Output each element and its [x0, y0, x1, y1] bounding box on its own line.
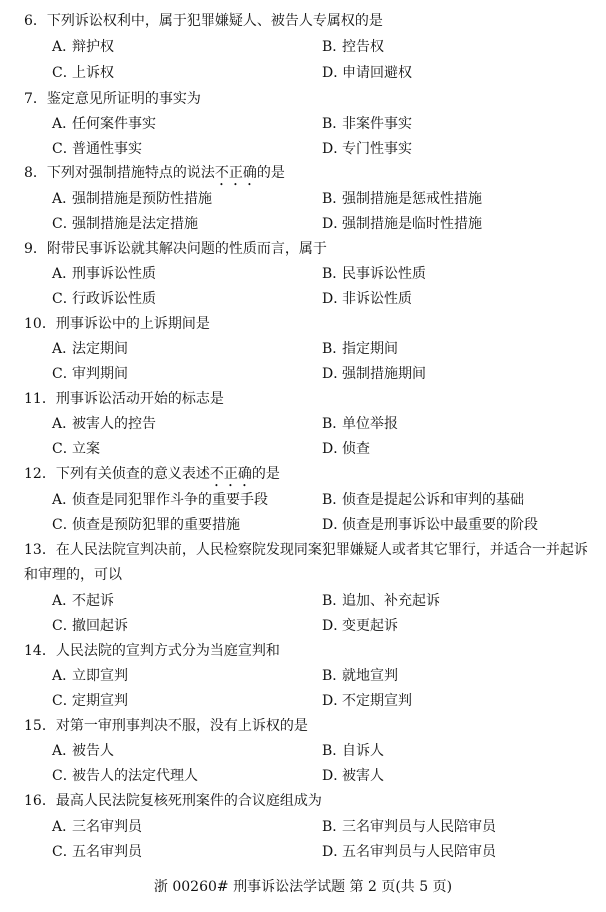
option-a [52, 816, 142, 838]
option-b [322, 263, 426, 285]
option-a [52, 36, 114, 58]
option-key: B． [322, 116, 347, 132]
question-text: 在人民法院宣判决前，人民检察院发现同案犯罪嫌疑人或者其它罪行，并适合一并起诉和审理的，可以 [24, 542, 588, 583]
option-key: C． [52, 441, 77, 457]
question-stem [24, 238, 327, 260]
option-key: D． [322, 768, 348, 784]
question-text: 刑事诉讼活动开始的标志是 [55, 391, 224, 407]
question-number: 7． [24, 91, 47, 107]
emphasis-text: 不正确 [209, 466, 252, 482]
option-key: B． [322, 743, 347, 759]
option-text: 非案件事实 [342, 116, 412, 132]
question-stem [24, 162, 285, 189]
option-text: 侦查 [342, 441, 370, 457]
option-text: 民事诉讼性质 [342, 266, 426, 282]
emphasis-text: 不正确 [214, 165, 257, 181]
option-text: 不定期宣判 [342, 693, 412, 709]
option-key: A． [52, 668, 77, 684]
option-text: 侦查是同犯罪作斗争的重要手段 [72, 492, 268, 508]
option-text: 行政诉讼性质 [72, 291, 156, 307]
question-stem [24, 790, 322, 812]
option-c [52, 841, 142, 863]
option-text: 法定期间 [72, 341, 128, 357]
option-text: 自诉人 [342, 743, 384, 759]
option-key: D． [322, 366, 348, 382]
option-text: 侦查是刑事诉讼中最重要的阶段 [342, 517, 538, 533]
option-text: 被害人 [342, 768, 384, 784]
option-key: B． [322, 593, 347, 609]
option-key: B． [322, 668, 347, 684]
option-key: B． [322, 266, 347, 282]
option-key: B． [322, 819, 347, 835]
option-text: 侦查是预防犯罪的重要措施 [72, 517, 240, 533]
question-text: 对第一审刑事判决不服，没有上诉权的是 [55, 718, 308, 734]
question-number: 13． [24, 542, 56, 558]
option-a [52, 740, 114, 762]
option-text: 五名审判员 [72, 844, 142, 860]
option-key: D． [322, 618, 348, 634]
option-d [322, 841, 496, 863]
option-d [322, 765, 384, 787]
option-text: 刑事诉讼性质 [72, 266, 156, 282]
option-b [322, 489, 524, 511]
option-b [322, 665, 398, 687]
option-a [52, 113, 156, 135]
option-key: D． [322, 291, 348, 307]
option-c [52, 615, 128, 637]
option-c [52, 363, 128, 385]
option-text: 任何案件事实 [72, 116, 156, 132]
question-text-end: 的是 [256, 165, 285, 181]
option-key: A． [52, 341, 77, 357]
option-text: 单位举报 [342, 416, 398, 432]
question-stem [24, 10, 383, 32]
option-key: C． [52, 693, 77, 709]
option-key: C． [52, 366, 77, 382]
option-key: C． [52, 141, 77, 157]
option-key: D． [322, 216, 348, 232]
option-key: A． [52, 39, 77, 55]
option-a [52, 590, 114, 612]
question-number: 10． [24, 316, 56, 332]
option-a [52, 188, 212, 210]
option-key: A． [52, 743, 77, 759]
question-text: 附带民事诉讼就其解决问题的性质而言，属于 [46, 241, 327, 257]
option-text: 强制措施是预防性措施 [72, 191, 212, 207]
option-key: C． [52, 517, 77, 533]
option-key: C． [52, 291, 77, 307]
option-d [322, 62, 412, 84]
option-text: 控告权 [342, 39, 384, 55]
option-text: 审判期间 [72, 366, 128, 382]
option-text: 三名审判员与人民陪审员 [342, 819, 496, 835]
option-key: C． [52, 844, 77, 860]
question-number: 6． [24, 13, 47, 29]
option-key: A． [52, 593, 77, 609]
question-number: 15． [24, 718, 56, 734]
option-b [322, 590, 440, 612]
option-text: 侦查是提起公诉和审判的基础 [342, 492, 524, 508]
option-c [52, 288, 156, 310]
option-key: D． [322, 517, 348, 533]
option-key: A． [52, 492, 77, 508]
question-number: 8． [24, 165, 47, 181]
option-text: 非诉讼性质 [342, 291, 412, 307]
option-text: 三名审判员 [72, 819, 142, 835]
option-text: 变更起诉 [342, 618, 398, 634]
option-b [322, 113, 412, 135]
option-key: C． [52, 618, 77, 634]
option-text: 强制措施是惩戒性措施 [342, 191, 482, 207]
option-key: C． [52, 216, 77, 232]
option-text: 立案 [72, 441, 100, 457]
option-text: 被告人 [72, 743, 114, 759]
question-stem [24, 463, 280, 490]
option-text: 上诉权 [72, 65, 114, 81]
option-text: 专门性事实 [342, 141, 412, 157]
option-c [52, 438, 100, 460]
question-stem [24, 538, 590, 588]
option-key: D． [322, 844, 348, 860]
option-text: 指定期间 [342, 341, 398, 357]
question-stem [24, 88, 201, 110]
question-stem [24, 715, 308, 737]
option-text: 就地宣判 [342, 668, 398, 684]
option-c [52, 765, 198, 787]
option-d [322, 514, 538, 536]
option-key: A． [52, 416, 77, 432]
option-a [52, 665, 128, 687]
option-text: 申请回避权 [342, 65, 412, 81]
question-text: 下列对强制措施特点的说法 [46, 165, 215, 181]
option-key: A． [52, 191, 77, 207]
option-d [322, 288, 412, 310]
option-text: 被害人的控告 [72, 416, 156, 432]
option-key: D． [322, 441, 348, 457]
question-text: 下列有关侦查的意义表述 [55, 466, 210, 482]
option-key: A． [52, 266, 77, 282]
option-c [52, 690, 128, 712]
question-number: 9． [24, 241, 47, 257]
option-key: B． [322, 191, 347, 207]
question-number: 16． [24, 793, 56, 809]
question-text: 人民法院的宣判方式分为当庭宣判和 [55, 643, 280, 659]
option-key: B． [322, 39, 347, 55]
option-key: A． [52, 819, 77, 835]
option-c [52, 514, 240, 536]
question-text: 最高人民法院复核死刑案件的合议庭组成为 [55, 793, 322, 809]
option-text: 被告人的法定代理人 [72, 768, 198, 784]
question-text: 下列诉讼权利中，属于犯罪嫌疑人、被告人专属权的是 [46, 13, 383, 29]
option-d [322, 615, 398, 637]
page-footer: 浙 00260# 刑事诉讼法学试题 第 2 页(共 5 页) [153, 879, 453, 895]
option-a [52, 338, 128, 360]
option-d [322, 438, 370, 460]
option-key: B． [322, 492, 347, 508]
option-text: 强制措施是临时性措施 [342, 216, 482, 232]
option-key: D． [322, 65, 348, 81]
question-number: 12． [24, 466, 56, 482]
option-text: 定期宣判 [72, 693, 128, 709]
question-text: 鉴定意见所证明的事实为 [46, 91, 201, 107]
option-d [322, 213, 482, 235]
question-number: 14． [24, 643, 56, 659]
option-key: D． [322, 693, 348, 709]
option-text: 辩护权 [72, 39, 114, 55]
option-key: C． [52, 65, 77, 81]
option-b [322, 338, 398, 360]
question-text-end: 的是 [251, 466, 280, 482]
option-a [52, 489, 268, 511]
option-b [322, 188, 482, 210]
option-d [322, 363, 426, 385]
question-stem [24, 313, 210, 335]
option-c [52, 213, 198, 235]
option-b [322, 413, 398, 435]
option-key: B． [322, 341, 347, 357]
question-text: 刑事诉讼中的上诉期间是 [55, 316, 210, 332]
option-text: 撤回起诉 [72, 618, 128, 634]
option-key: B． [322, 416, 347, 432]
option-key: C． [52, 768, 77, 784]
option-c [52, 62, 114, 84]
option-text: 追加、补充起诉 [342, 593, 440, 609]
option-key: A． [52, 116, 77, 132]
option-text: 强制措施是法定措施 [72, 216, 198, 232]
option-a [52, 413, 156, 435]
question-stem [24, 388, 224, 410]
question-stem [24, 640, 280, 662]
option-text: 强制措施期间 [342, 366, 426, 382]
option-text: 普通性事实 [72, 141, 142, 157]
option-c [52, 138, 142, 160]
option-key: D． [322, 141, 348, 157]
option-d [322, 138, 412, 160]
question-number: 11． [24, 391, 56, 407]
option-a [52, 263, 156, 285]
option-d [322, 690, 412, 712]
option-b [322, 36, 384, 58]
option-text: 不起诉 [72, 593, 114, 609]
option-text: 立即宣判 [72, 668, 128, 684]
option-text: 五名审判员与人民陪审员 [342, 844, 496, 860]
option-b [322, 816, 496, 838]
option-b [322, 740, 384, 762]
